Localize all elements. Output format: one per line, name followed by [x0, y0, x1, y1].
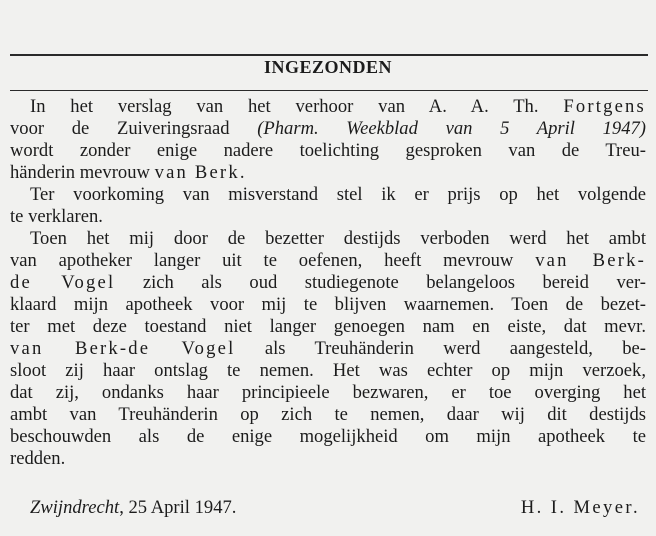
text-line: Toen het mij door de bezetter destijds verboden werd het ambt [30, 228, 646, 249]
text-line: wordt zonder enige nadere toelichting gesproken van de Treu- [10, 140, 646, 161]
text-line: ambt van Treuhänderin op zich te nemen, daar wij dit destijds [10, 404, 646, 425]
text-line: te verklaren. [10, 206, 103, 227]
text-line: In het verslag van het verhoor van A. A. Th. Fortgens [30, 96, 646, 117]
text-line: Ter voorkoming van misverstand stel ik er prijs op het volgende [30, 184, 646, 205]
text-line: voor de Zuiveringsraad (Pharm. Weekblad van 5 April 1947) [10, 118, 646, 139]
top-rule [10, 54, 648, 56]
text-line: ter met deze toestand niet langer genoegen nam en eiste, dat mevr. [10, 316, 646, 337]
text-line: dat zij, ondanks haar principieele bezwaren, er toe overging het [10, 382, 646, 403]
text-line: klaard mijn apotheek voor mij te blijven waarnemen. Toen de bezet- [10, 294, 646, 315]
text-line: van Berk-de Vogel als Treuhänderin werd aangesteld, be- [10, 338, 646, 359]
text-line: redden. [10, 448, 66, 469]
article-heading: INGEZONDEN [263, 57, 393, 77]
text-line: händerin mevrouw van Berk. [10, 162, 245, 183]
place-date [30, 497, 236, 519]
place-name: Zwijndrecht [30, 497, 120, 518]
text-line: sloot zij haar ontslag te nemen. Het was echter op mijn verzoek, [10, 360, 646, 381]
article-body [10, 96, 646, 470]
text-line: de Vogel zich als oud studiegenote belangeloos bereid ver- [10, 272, 646, 293]
text-line: van apotheker langer uit te oefenen, heeft mevrouw van Berk- [10, 250, 647, 271]
date: , 25 April 1947. [119, 497, 237, 518]
text-line: beschouwden als de enige mogelijkheid om mijn apotheek te [10, 426, 646, 447]
heading-rule [10, 90, 648, 91]
article-footer [30, 497, 640, 521]
signature: H. I. Meyer. [520, 497, 640, 518]
